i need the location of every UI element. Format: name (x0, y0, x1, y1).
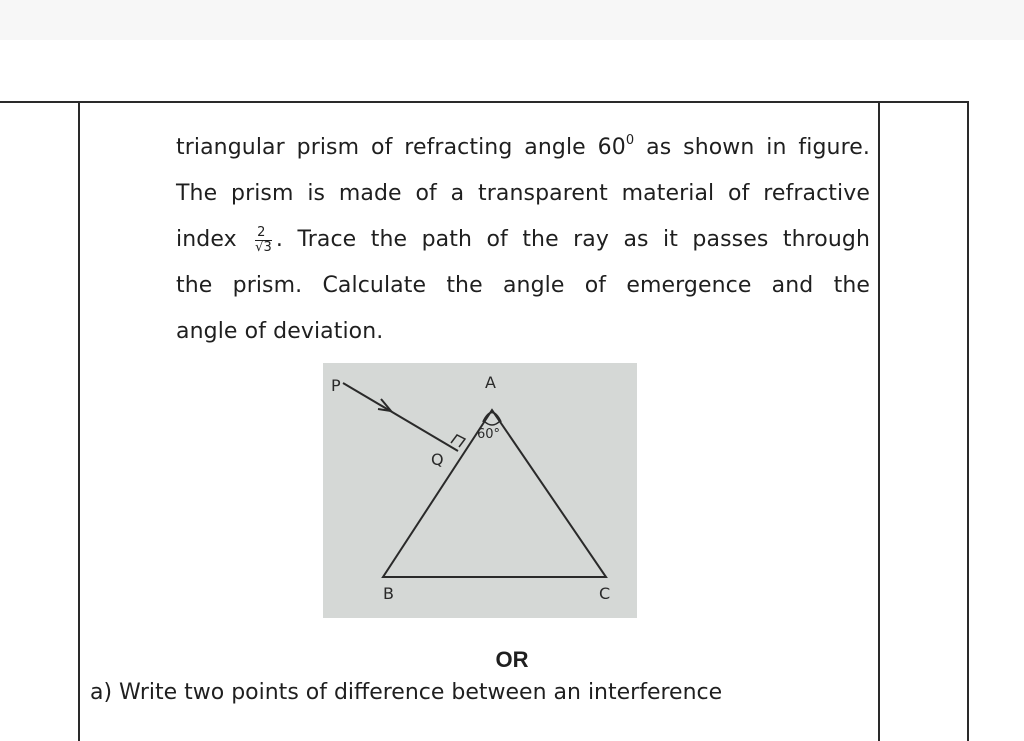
or-separator: OR (495, 647, 529, 672)
table-top-border (0, 101, 969, 103)
question-text (176, 118, 870, 355)
label-b: B (383, 584, 394, 603)
right-angle-mark (451, 435, 465, 447)
question-line-3: index $\frac{2}{√3}$ . Trace the path of the ray as it passes through (176, 224, 870, 255)
table-right-border (967, 101, 969, 741)
label-a: A (485, 373, 496, 392)
question-line-2: The prism is made of a transparent material of refractive (176, 181, 870, 206)
question-line-5: angle of deviation. (176, 319, 384, 344)
label-q: Q (431, 450, 444, 469)
question-part-a: a) Write two points of difference between an interference (90, 680, 723, 705)
prism-diagram (323, 363, 637, 618)
refractive-index-fraction: $\frac{2}{√3}$ (255, 224, 272, 255)
prism-figure (323, 363, 637, 618)
label-angle: 60° (477, 427, 501, 442)
question-line-4: the prism. Calculate the angle of emergence and the (176, 273, 870, 298)
label-c: C (599, 584, 611, 603)
table-left-border (78, 101, 80, 741)
question-line-1: triangular prism of refracting angle $60^0$ as shown in figure. (176, 133, 870, 160)
incident-ray (343, 383, 458, 451)
top-margin (0, 0, 1024, 40)
table-middle-border (878, 101, 880, 741)
label-p: P (331, 376, 341, 395)
apex-angle-arc-inner (484, 421, 500, 425)
